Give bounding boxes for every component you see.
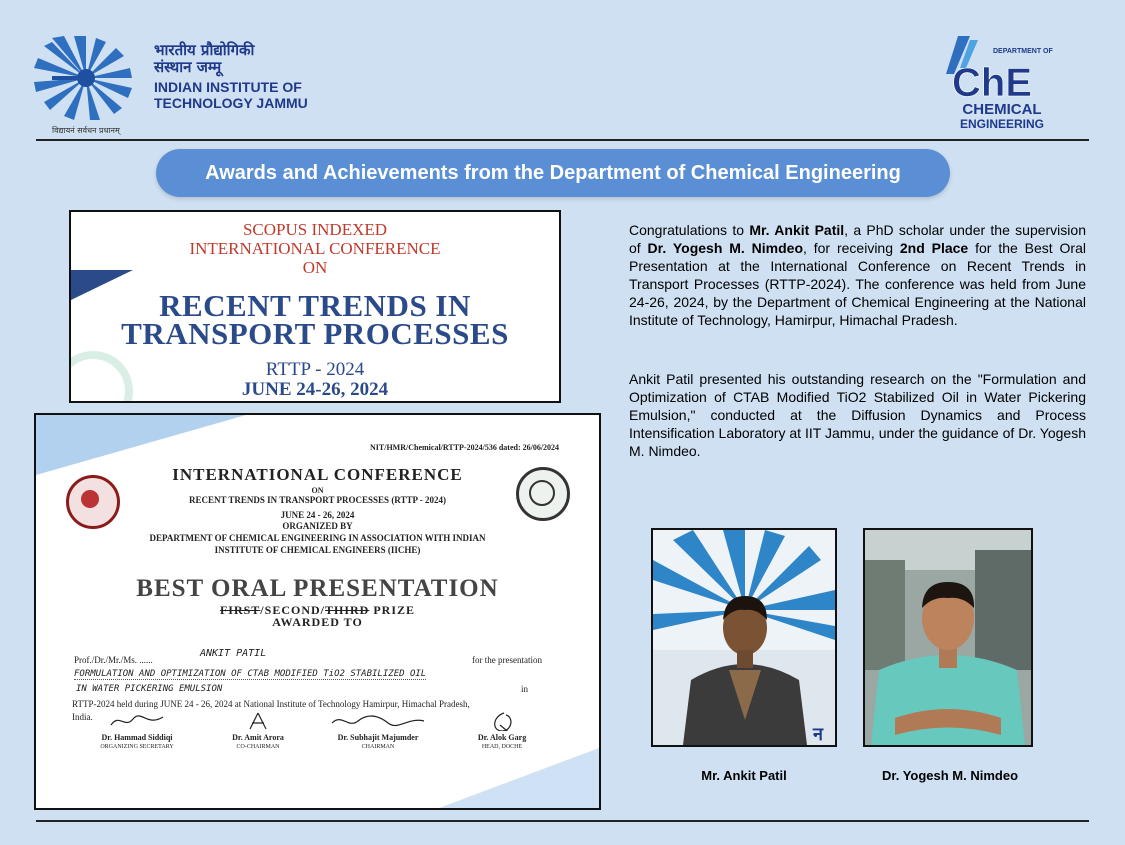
description-paragraph-2: Ankit Patil presented his outstanding research on the "Formulation and Optimization of CTAB Modified TiO2 Stabilized Oil in Water Pickering Emulsion," conducted at the Diffusion Dynamics and Process Intensification Laboratory at IIT Jammu, under the guidance of Dr. Yogesh M. Nimdeo. <box>629 371 1086 459</box>
certificate-awarded-to: AWARDED TO <box>272 615 363 629</box>
certificate-salutation: Prof./Dr./Mr./Ms. ...... <box>74 655 153 665</box>
poster-line-3: ON <box>302 258 328 277</box>
signature-4-icon <box>482 711 522 731</box>
certificate-organizer-2: INSTITUTE OF CHEMICAL ENGINEERS (IICHE) <box>214 545 421 555</box>
institute-name-english-2: TECHNOLOGY JAMMU <box>154 95 308 111</box>
p1-middle-1: , a PhD scholar under the supervision of <box>629 222 1086 256</box>
bottom-divider <box>36 820 1089 822</box>
prize-first: FIRST <box>219 603 261 617</box>
photo-yogesh-nimdeo <box>863 528 1033 747</box>
institute-name <box>154 42 308 111</box>
institute-name-hindi-2: संस्थान जम्मू <box>154 58 222 76</box>
certificate-organizer-1: DEPARTMENT OF CHEMICAL ENGINEERING IN ASSOCIATION WITH INDIAN <box>149 533 486 543</box>
certificate-heading: INTERNATIONAL CONFERENCE <box>172 465 463 484</box>
certificate-organized-by: ORGANIZED BY <box>282 521 353 531</box>
department-name <box>946 102 1058 131</box>
signatory-1 <box>82 711 192 750</box>
institute-name-hindi-1: भारतीय प्रौद्योगिकी <box>154 41 255 59</box>
prize-separator-2: / <box>320 603 325 617</box>
svg-text:न: न <box>813 724 823 745</box>
caption-yogesh-nimdeo: Dr. Yogesh M. Nimdeo <box>881 768 1019 783</box>
conference-poster <box>69 210 561 403</box>
prize-word: PRIZE <box>373 603 416 617</box>
poster-dates: JUNE 24-26, 2024 <box>241 379 389 400</box>
certificate-paper-title-1: FORMULATION AND OPTIMIZATION OF CTAB MODIFIED TiO2 STABILIZED OIL <box>74 669 427 679</box>
p1-intro: Congratulations to <box>629 222 750 238</box>
poster-title-line-2: TRANSPORT PROCESSES <box>121 316 509 351</box>
certificate-on: ON <box>311 486 324 495</box>
signatory-4-role: HEAD, DOCHE <box>481 744 523 750</box>
p1-place: 2nd Place <box>899 240 969 256</box>
signatory-3-role: CHAIRMAN <box>361 744 395 750</box>
certificate-dates: JUNE 24 - 26, 2024 <box>280 510 355 520</box>
caption-ankit-patil: Mr. Ankit Patil <box>701 768 787 783</box>
p1-supervisor-name: Dr. Yogesh M. Nimdeo <box>647 240 803 256</box>
page-title: Awards and Achievements from the Department of Chemical Engineering <box>205 161 901 184</box>
signatory-4-name: Dr. Alok Garg <box>477 733 527 742</box>
institute-name-english-1: INDIAN INSTITUTE OF <box>154 79 302 95</box>
prize-third: THIRD <box>325 603 370 617</box>
description-paragraph-1 <box>629 221 1086 329</box>
p1-middle-2: , for receiving <box>803 240 900 256</box>
institute-motto: विद्यायनं सर्वधन प्रधानम् <box>52 126 120 135</box>
p1-rest: for the Best Oral Presentation at the International Conference on Recent Trends in Transport Processes (RTTP-2024). The conference was held from June 24-26, 2024, by the Department of Chemical Engineering at the National Institute of Technology, Hamirpur, Himachal Pradesh. <box>629 240 1086 328</box>
signatory-4 <box>452 711 552 750</box>
poster-line-1: SCOPUS INDEXED <box>242 220 388 239</box>
certificate-recipient: ANKIT PATIL <box>200 648 267 659</box>
award-certificate <box>34 413 601 810</box>
department-name-line2: ENGINEERING <box>959 117 1044 131</box>
signatory-1-role: ORGANIZING SECRETARY <box>100 744 174 750</box>
signature-3-icon <box>328 711 428 731</box>
certificate-corner-decoration-2 <box>439 748 599 808</box>
certificate-held: RTTP-2024 held during JUNE 24 - 26, 2024 at National Institute of Technology Hamirpur, Himachal Pradesh, <box>72 699 470 709</box>
signatory-1-name: Dr. Hammad Siddiqi <box>101 733 173 742</box>
department-prefix: DEPARTMENT OF <box>993 48 1053 55</box>
prize-separator-1: / <box>260 603 265 617</box>
certificate-india: India. <box>72 712 93 722</box>
certificate-reference: NIT/HMR/Chemical/RTTP-2024/536 dated: 26/06/2024 <box>370 443 560 452</box>
certificate-in: in <box>521 684 529 694</box>
certificate-conference-name: RECENT TRENDS IN TRANSPORT PROCESSES (RTTP - 2024) <box>188 495 446 505</box>
signature-1-icon <box>107 711 167 731</box>
certificate-paper-title-2: IN WATER PICKERING EMULSION <box>76 684 223 694</box>
logo-che-text: ChE <box>952 61 1032 105</box>
poster-title-line-1: RECENT TRENDS IN <box>159 288 471 323</box>
signatory-3 <box>318 711 438 750</box>
department-name-line1: CHEMICAL <box>962 101 1042 118</box>
signatory-2-name: Dr. Amit Arora <box>232 733 284 742</box>
certificate-for-presentation: for the presentation <box>472 655 542 665</box>
signature-2-icon <box>238 711 278 731</box>
certificate-award-title: BEST ORAL PRESENTATION <box>136 575 499 602</box>
signatory-3-name: Dr. Subhajit Majumder <box>337 733 419 742</box>
poster-line-2: INTERNATIONAL CONFERENCE <box>189 239 441 258</box>
signatory-2-role: CO-CHAIRMAN <box>236 744 280 750</box>
prize-second: SECOND <box>264 603 321 617</box>
signatory-2 <box>208 711 308 750</box>
page-title-banner <box>156 149 950 197</box>
ankit-portrait-icon <box>653 530 835 745</box>
yogesh-portrait-icon <box>865 530 1031 745</box>
p1-scholar-name: Mr. Ankit Patil <box>749 222 845 238</box>
iitj-logo-icon <box>34 36 138 120</box>
top-divider <box>36 139 1089 141</box>
poster-event-code: RTTP - 2024 <box>265 359 365 380</box>
photo-ankit-patil <box>651 528 837 747</box>
